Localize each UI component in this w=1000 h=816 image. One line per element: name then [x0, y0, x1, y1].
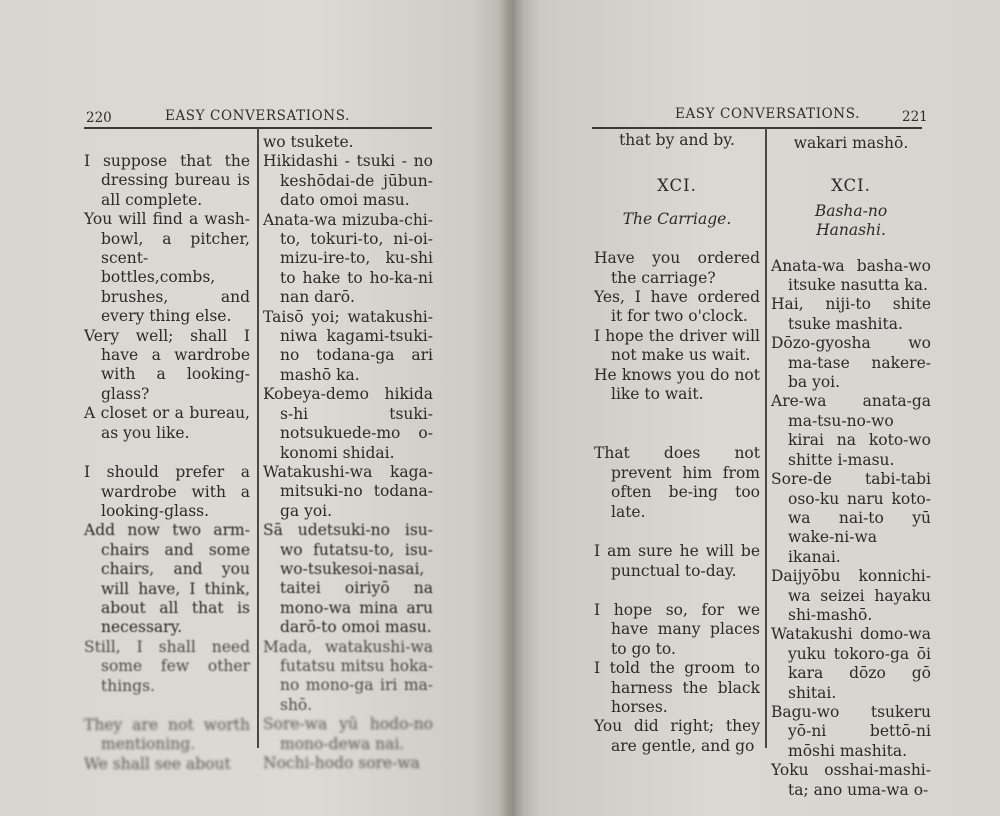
- section-title-english: The Carriage.: [622, 209, 732, 228]
- english-line: A closet or a bureau, as you like.: [84, 404, 250, 442]
- english-line: We shall see about: [84, 754, 231, 773]
- japanese-line: Nochi-hodo sore-wa: [263, 754, 420, 772]
- page-number-left: 220: [86, 110, 112, 126]
- japanese-carry-over: wakari mashō.: [793, 134, 909, 152]
- english-line: You will find a wash-bowl, a pitcher, scent-bottles,combs, brushes, and every thing else.: [84, 210, 250, 326]
- english-line: Add now two arm-chairs and some chairs, and you will have, I think, about all that is necessary.: [84, 521, 250, 637]
- english-line: I suppose that the dressing bureau is all complete.: [84, 152, 250, 209]
- english-line: I told the groom to harness the black horses.: [594, 659, 760, 716]
- japanese-line: Are-wa anata-ga ma-tsu-no-wo kirai na koto-wo shitte i-masu.: [771, 392, 931, 469]
- japanese-line: Watakushi domo-wa yuku tokoro-ga ōi kara dōzo gō shitai.: [771, 625, 931, 702]
- english-line: He knows you do not like to wait.: [594, 365, 760, 404]
- english-line: Have you ordered the carriage?: [594, 249, 760, 287]
- japanese-line: Taisō yoi; watakushi-niwa kagami-tsuki-no todana-ga ari mashō ka.: [263, 307, 433, 384]
- column-divider-right: [765, 128, 767, 748]
- japanese-line: Hai, niji-to shite tsuke mashita.: [771, 295, 931, 333]
- japanese-line: Sā udetsuki-no isu-wo futatsu-to, isu-wo-tsukesoi-nasai, taitei oiriyō na mono-wa mina aru darō-to omoi masu.: [263, 521, 433, 637]
- page-number-right: 221: [902, 109, 928, 125]
- japanese-line: Anata-wa mizuba-chi-to, tokuri-to, ni-oi-mizu-ire-to, ku-shi to hake to ho-ka-ni nan darō.: [263, 210, 433, 307]
- column-divider-left: [257, 128, 259, 748]
- japanese-line: Mada, watakushi-wa futatsu mitsu hoka-no mono-ga iri ma-shō.: [263, 637, 433, 714]
- english-column-right: [594, 131, 760, 756]
- japanese-line: Watakushi-wa kaga-mitsuki-no todana-ga yoi.: [263, 462, 433, 520]
- english-line: That does not prevent him from often be-ing too late.: [594, 444, 760, 521]
- japanese-line: Sore-wa yū hodo-no mono-dewa nai.: [263, 715, 433, 753]
- english-line: I should prefer a wardrobe with a looking-glass.: [84, 463, 250, 520]
- japanese-column-right: [771, 134, 931, 800]
- section-title-japanese: Basha-no Hanashi.: [814, 201, 888, 240]
- japanese-line: wo tsukete.: [263, 133, 354, 151]
- japanese-line: Yoku osshai-mashi-ta; ano uma-wa o-: [771, 761, 931, 799]
- header-rule-right: [592, 127, 922, 129]
- running-head-left: EASY CONVERSATIONS.: [165, 108, 350, 124]
- section-numeral-japanese: XCI.: [831, 176, 871, 196]
- japanese-column-left: [263, 133, 433, 773]
- right-page: [512, 0, 1000, 816]
- english-line: They are not worth mentioning.: [84, 715, 250, 754]
- english-line: I am sure he will be punctual to-day.: [594, 542, 760, 580]
- book-gutter: [498, 0, 524, 816]
- english-line: Still, I shall need some few other things.: [84, 637, 250, 695]
- japanese-line: Hikidashi - tsuki - no keshōdai-de jūbun-dato omoi masu.: [263, 152, 433, 210]
- english-column-left: [84, 152, 250, 774]
- english-line: I hope so, for we have many places to go to.: [594, 600, 760, 658]
- japanese-line: Anata-wa basha-wo itsuke nasutta ka.: [771, 256, 931, 295]
- english-carry-over: that by and by.: [619, 131, 735, 149]
- running-head-right: EASY CONVERSATIONS.: [675, 106, 860, 122]
- japanese-line: Dōzo-gyosha wo ma-tase nakere-ba yoi.: [771, 334, 931, 392]
- japanese-line: Sore-de tabi-tabi oso-ku naru koto-wa nai-to yū wake-ni-wa ikanai.: [771, 470, 931, 566]
- section-numeral-english: XCI.: [657, 176, 697, 196]
- english-line: You did right; they are gentle, and go: [594, 717, 760, 755]
- english-line: Yes, I have ordered it for two o'clock.: [594, 288, 760, 326]
- japanese-line: Kobeya-demo hikida s-hi tsuki-notsukuede-mo o-konomi shidai.: [263, 385, 433, 462]
- japanese-line: Daijyōbu konnichi-wa seizei hayaku shi-mashō.: [771, 567, 931, 624]
- english-line: I hope the driver will not make us wait.: [594, 326, 760, 365]
- japanese-line: Bagu-wo tsukeru yō-ni bettō-ni mōshi mashita.: [771, 702, 931, 760]
- english-line: Very well; shall I have a wardrobe with a looking-glass?: [84, 326, 250, 403]
